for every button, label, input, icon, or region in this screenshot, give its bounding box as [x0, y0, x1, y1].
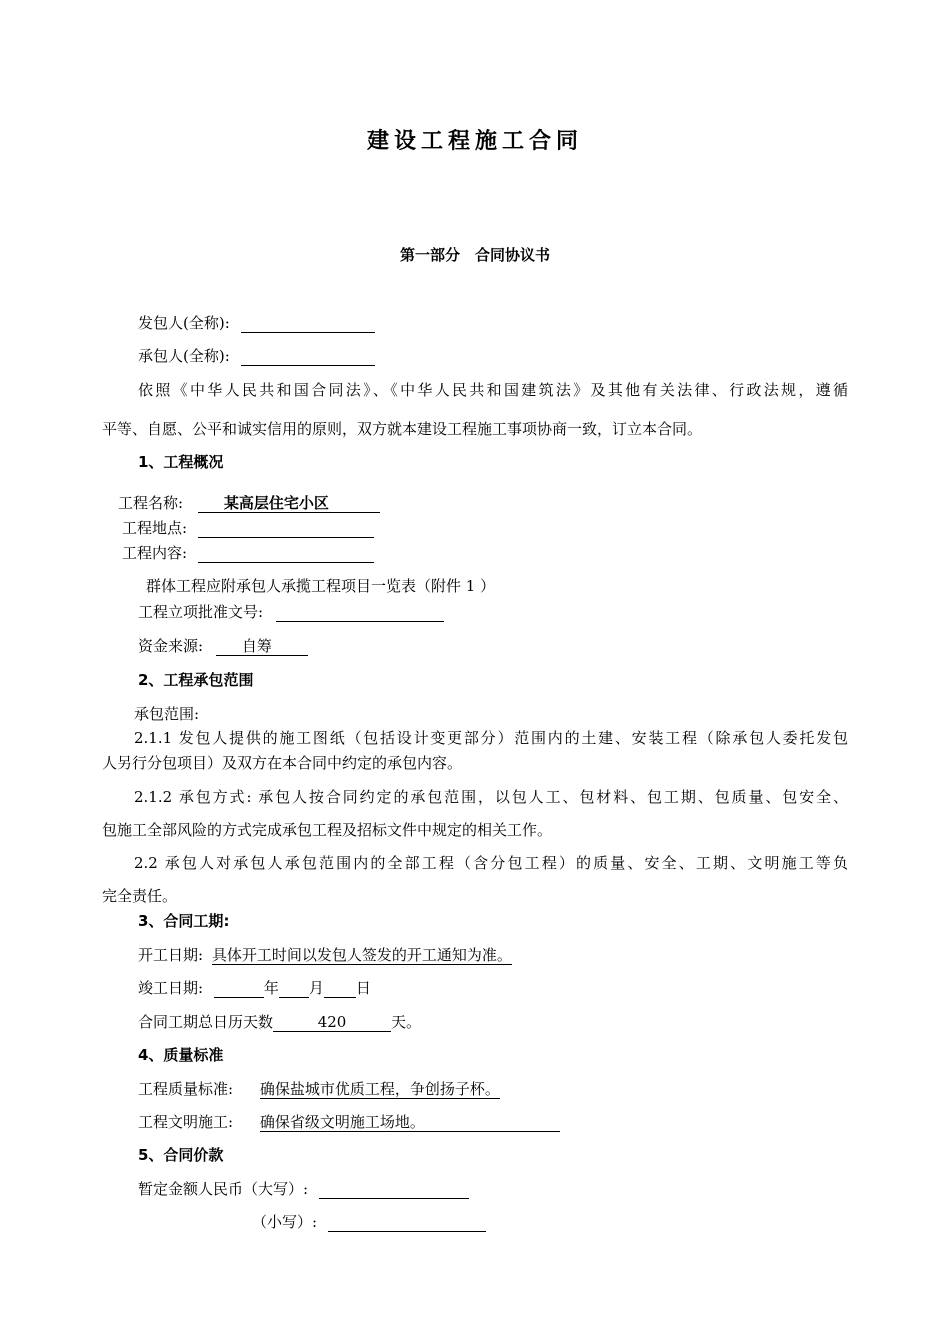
- quality-line: [138, 1079, 500, 1099]
- end-month-label: 月: [308, 979, 324, 997]
- section1-heading: 1、工程概况: [138, 453, 224, 471]
- scope-2-2-line-1: 2.2 承包人对承包人承包范围内的全部工程（含分包工程）的质量、安全、工期、文明施工等负: [134, 854, 848, 872]
- approval-line: [138, 602, 444, 622]
- total-days-label: 合同工期总日历天数: [138, 1013, 274, 1031]
- preamble-line-1: 依照《中华人民共和国合同法》、《中华人民共和国建筑法》及其他有关法律、行政法规，遵循: [138, 381, 848, 399]
- scope-2-1-1-line-2: 人另行分包项目）及双方在本合同中约定的承包内容。: [102, 754, 463, 772]
- amount-upper-line: [138, 1179, 469, 1199]
- project-location-label: 工程地点:: [122, 519, 188, 537]
- preamble-line-2: 平等、自愿、公平和诚实信用的原则，双方就本建设工程施工事项协商一致，订立本合同。: [102, 420, 703, 438]
- start-date-label: 开工日期:: [138, 946, 204, 964]
- start-date-line: [138, 945, 512, 965]
- amount-lower-line: [252, 1212, 486, 1232]
- civil-construction-line: [138, 1112, 560, 1132]
- end-year-blank: [214, 979, 264, 998]
- section3-heading: 3、合同工期:: [138, 912, 230, 930]
- contractor-blank: [241, 347, 375, 366]
- amount-lower-blank: [328, 1213, 486, 1232]
- part-heading: 第一部分 合同协议书: [399, 246, 550, 264]
- end-day-label: 日: [355, 979, 371, 997]
- section4-heading: 4、质量标准: [138, 1046, 224, 1064]
- funding-line: [138, 636, 308, 656]
- end-day-blank: [324, 979, 356, 998]
- scope-2-1-2-line-2: 包施工全部风险的方式完成承包工程及招标文件中规定的相关工作。: [102, 821, 553, 839]
- contractor-line: [138, 346, 375, 366]
- amount-upper-label: 暂定金额人民币（大写）:: [138, 1180, 309, 1198]
- approval-blank: [276, 603, 444, 622]
- total-days-line: [138, 1012, 421, 1032]
- scope-2-1-1-line-1: 2.1.1 发包人提供的施工图纸（包括设计变更部分）范围内的土建、安装工程（除承包人委托发包: [134, 729, 848, 747]
- quality-label: 工程质量标准:: [138, 1080, 234, 1098]
- group-project-note: 群体工程应附承包人承揽工程项目一览表（附件 1 ）: [146, 577, 496, 595]
- employer-blank: [241, 314, 375, 333]
- project-content-line: [122, 543, 374, 563]
- project-name-line: [118, 493, 380, 513]
- project-content-label: 工程内容:: [122, 544, 188, 562]
- funding-value: 自筹: [216, 637, 308, 656]
- scope-2-2-line-2: 完全责任。: [102, 887, 178, 905]
- end-month-blank: [279, 979, 309, 998]
- project-location-line: [122, 518, 374, 538]
- employer-line: [138, 313, 375, 333]
- amount-lower-label: （小写）:: [252, 1213, 318, 1231]
- end-date-line: [138, 978, 371, 998]
- project-content-blank: [198, 544, 374, 563]
- start-date-value: 具体开工时间以发包人签发的开工通知为准。: [211, 946, 512, 964]
- quality-value: 确保盐城市优质工程，争创扬子杯。: [259, 1080, 500, 1098]
- project-name-label: 工程名称:: [118, 494, 184, 512]
- contractor-label: 承包人(全称):: [138, 347, 230, 365]
- project-location-blank: [198, 519, 374, 538]
- civil-construction-value: 确保省级文明施工场地。: [260, 1113, 560, 1132]
- amount-upper-blank: [319, 1180, 469, 1199]
- total-days-value: 420: [273, 1013, 391, 1032]
- end-year-label: 年: [263, 979, 279, 997]
- project-name-value: 某高层住宅小区: [198, 494, 380, 513]
- section5-heading: 5、合同价款: [138, 1146, 224, 1164]
- section2-heading: 2、工程承包范围: [138, 671, 254, 689]
- end-date-label: 竣工日期:: [138, 979, 204, 997]
- document-title: 建设工程施工合同: [366, 129, 583, 154]
- total-days-unit: 天。: [391, 1013, 422, 1031]
- civil-construction-label: 工程文明施工:: [138, 1113, 234, 1131]
- funding-label: 资金来源:: [138, 637, 204, 655]
- employer-label: 发包人(全称):: [138, 314, 230, 332]
- scope-label: 承包范围:: [134, 705, 200, 723]
- scope-2-1-2-line-1: 2.1.2 承包方式: 承包人按合同约定的承包范围，以包人工、包材料、包工期、包质量、包安全、: [134, 788, 848, 806]
- approval-label: 工程立项批准文号:: [138, 603, 264, 621]
